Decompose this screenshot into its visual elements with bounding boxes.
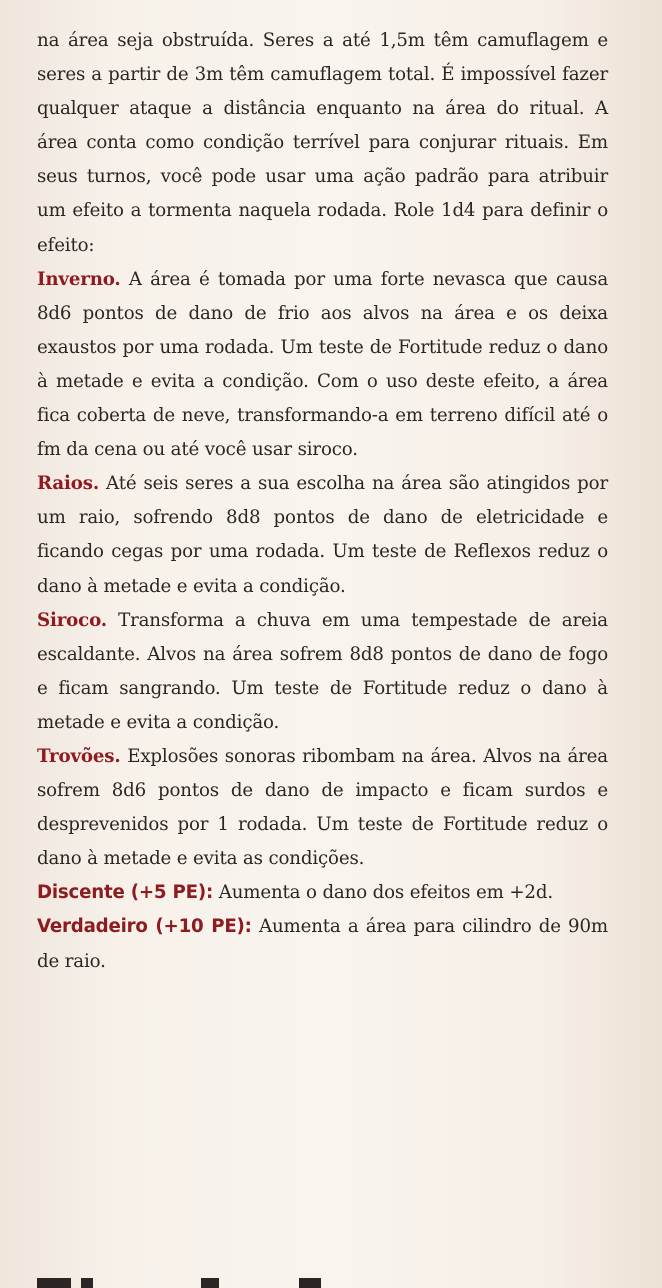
effect-siroco-text: Transforma a chuva em uma tempestade de areia escaldante. Alvos na área sofrem 8d8 pontos de dano de fogo e ficam sangrando. Um teste de Fortitude reduz o dano à metade e evita a condição. (37, 609, 608, 733)
cut-glyph (81, 1278, 93, 1288)
upgrade-verdadeiro (37, 910, 608, 978)
effect-raios-text: Até seis seres a sua escolha na área são atingidos por um raio, sofrendo 8d8 pontos de dano de eletricidade e ficando cegas por uma rodada. Um teste de Reflexos reduz o dano à metade e evita a condição. (37, 473, 608, 597)
upgrade-discente-text: Aumenta o dano dos efeitos em +2d. (218, 882, 553, 904)
effect-trovoes (37, 740, 608, 876)
effect-siroco (37, 604, 608, 740)
upgrade-discente-title: Discente (+5 PE): (37, 882, 214, 904)
upgrade-verdadeiro-title: Verdadeiro (+10 PE): (37, 916, 252, 938)
upgrade-discente (37, 876, 608, 910)
upgrade-verdadeiro-text: Aumenta a área para cilindro de 90m de raio. (37, 916, 608, 972)
cut-glyph (201, 1278, 219, 1288)
effect-inverno (37, 263, 608, 468)
cut-glyph (37, 1278, 71, 1288)
cut-glyph (299, 1278, 321, 1288)
effect-siroco-title: Siroco. (37, 609, 107, 631)
effect-raios-title: Raios. (37, 473, 100, 495)
effect-raios (37, 467, 608, 603)
ritual-description (37, 24, 608, 979)
intro-paragraph: na área seja obstruída. Seres a até 1,5m têm camuflagem e seres a partir de 3m têm camuflagem total. É impossível fazer qualquer ataque a distância enquanto na área do ritual. A área conta como condição terrível para conjurar rituais. Em seus turnos, você pode usar uma ação padrão para atribuir um efeito a tormenta naquela rodada. Role 1d4 para definir o efeito: (37, 30, 608, 256)
next-heading-fragment (37, 1276, 637, 1288)
effect-inverno-text: A área é tomada por uma forte nevasca que causa 8d6 pontos de dano de frio aos alvos na área e os deixa exaustos por uma rodada. Um teste de Fortitude reduz o dano à metade e evita a condição. Com o uso deste efeito, a área fica coberta de neve, transformando-a em terreno difícil até o fm da cena ou até você usar siroco. (37, 268, 609, 461)
effect-trovoes-text: Explosões sonoras ribombam na área. Alvos na área sofrem 8d6 pontos de dano de impacto e ficam surdos e desprevenidos por 1 rodada. Um teste de Fortitude reduz o dano à metade e evita as condições. (37, 745, 608, 870)
effect-trovoes-title: Trovões. (37, 745, 121, 767)
effect-inverno-title: Inverno. (37, 268, 121, 290)
